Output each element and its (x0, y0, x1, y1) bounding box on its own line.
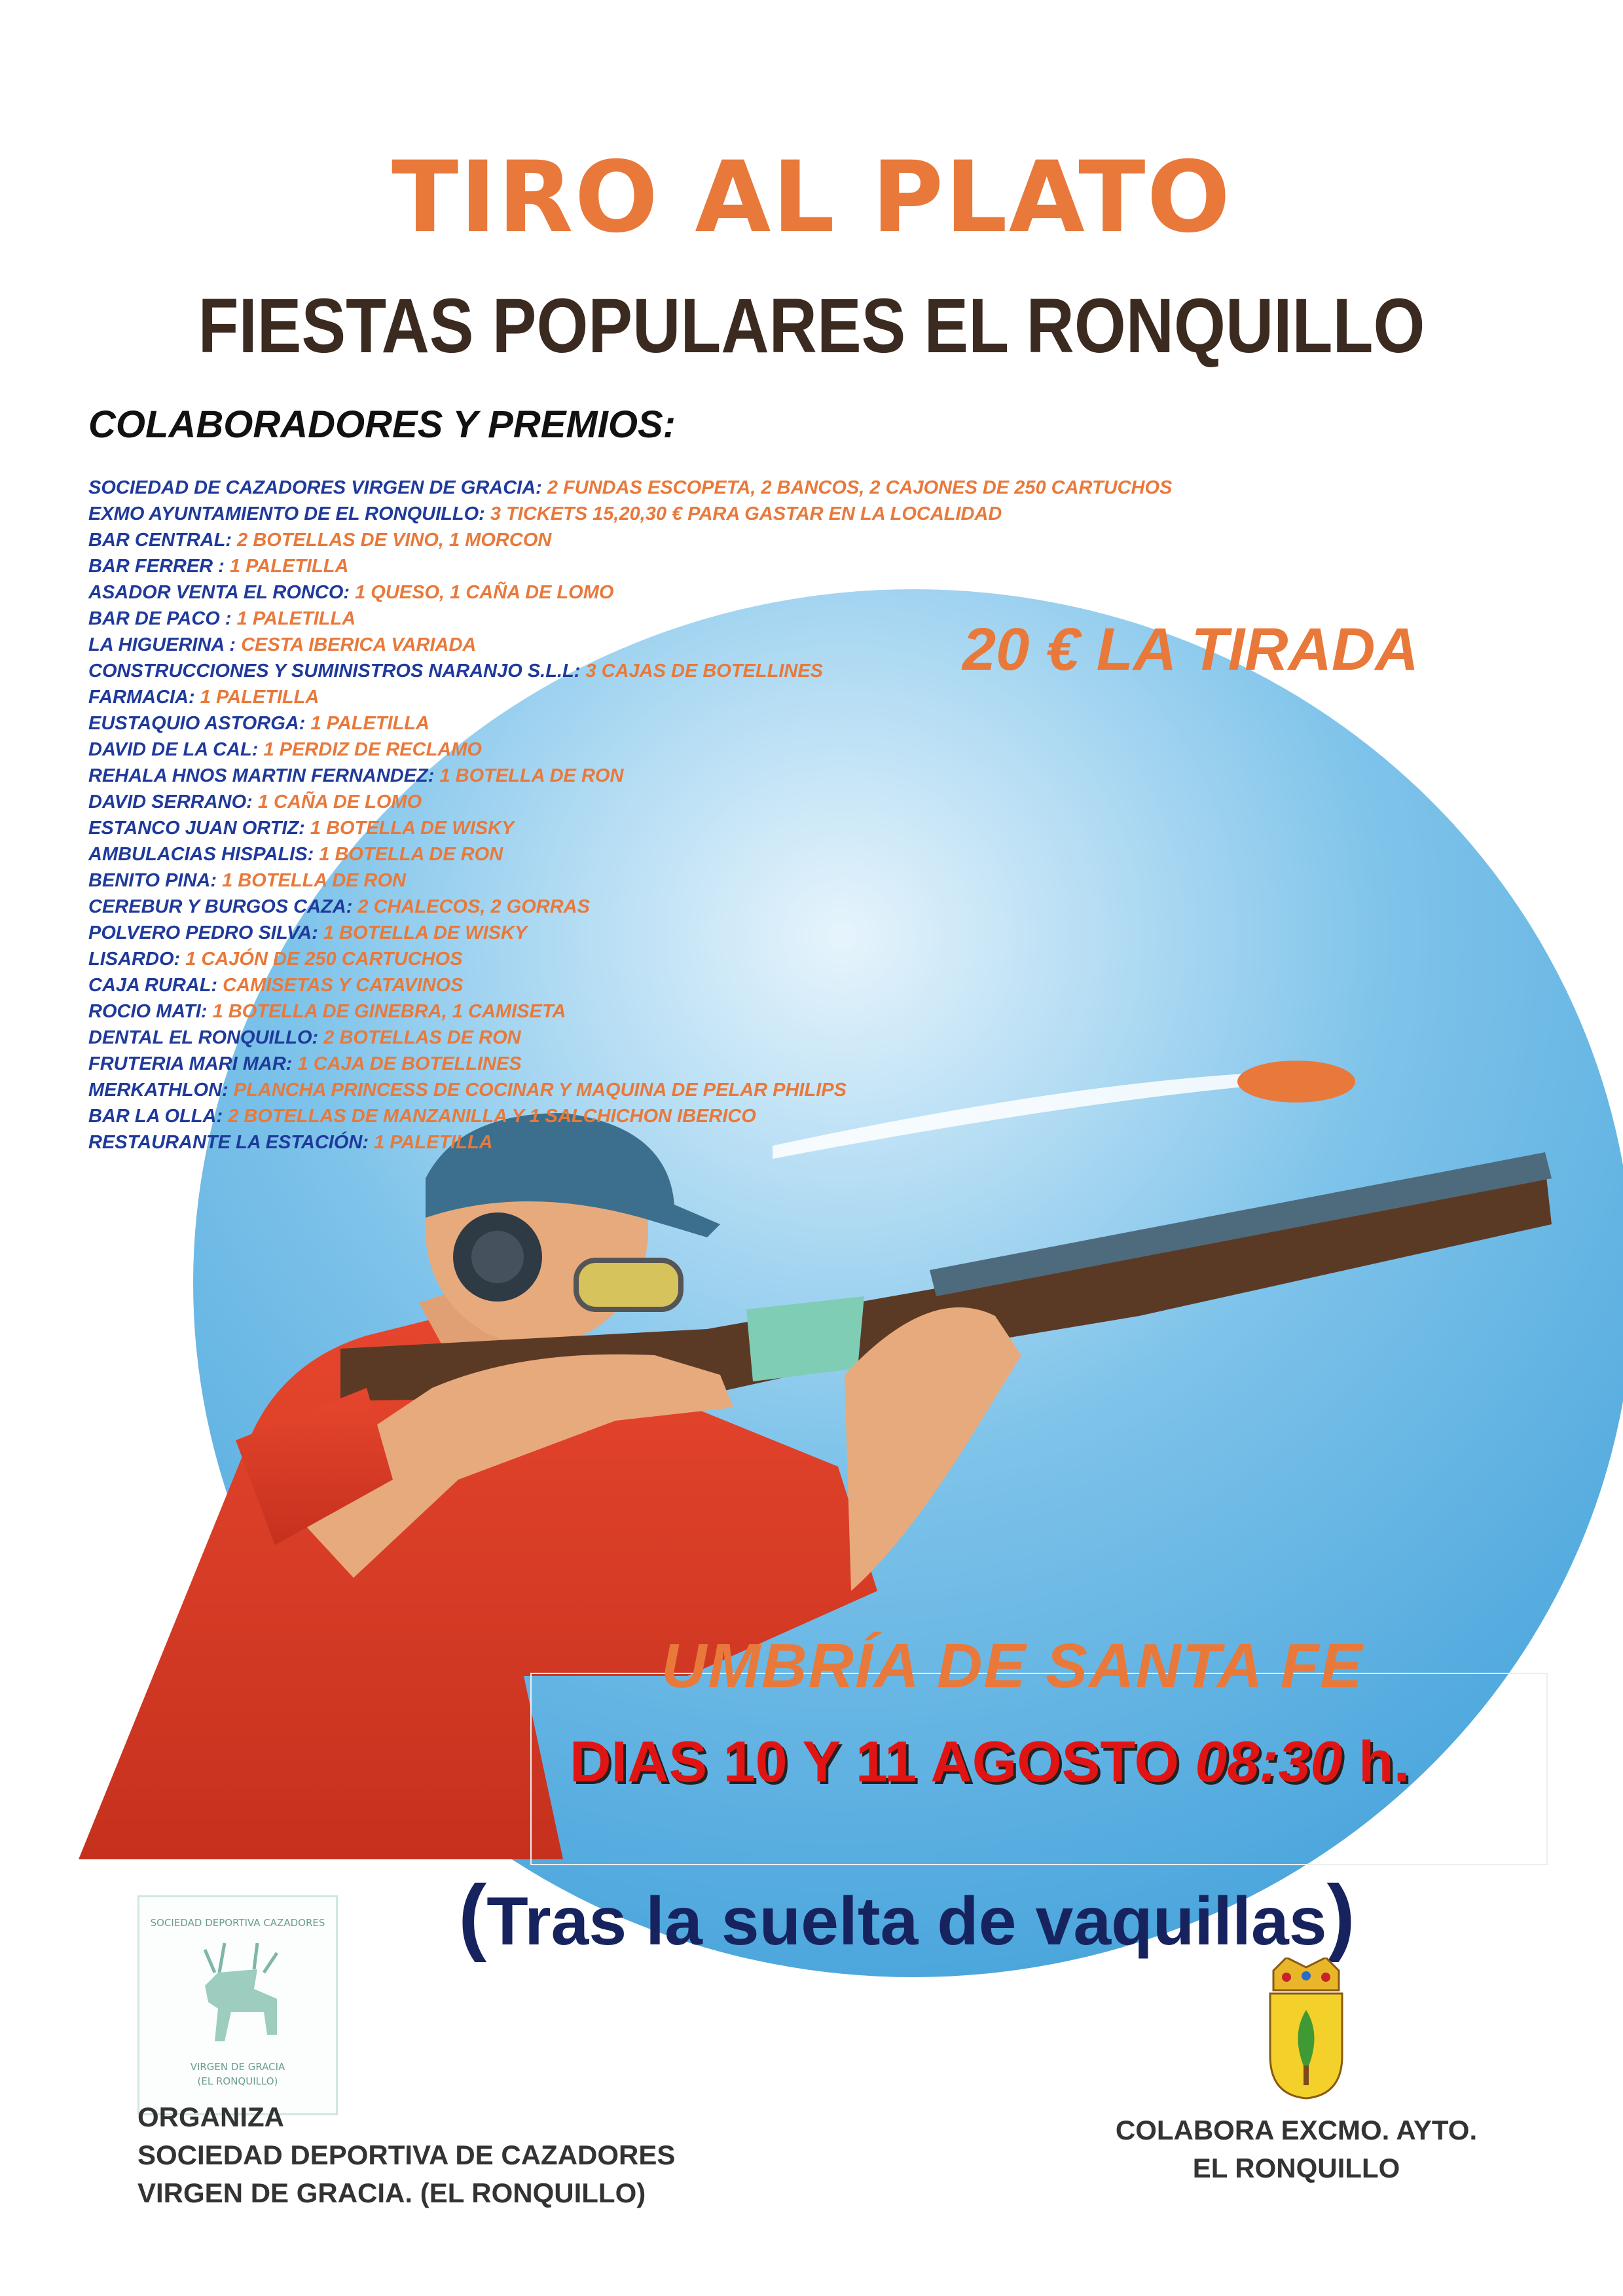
sponsor-name: LA HIGUERINA : (88, 634, 236, 655)
sponsor-prize: PLANCHA PRINCESS DE COCINAR Y MAQUINA DE PELAR PHILIPS (233, 1080, 847, 1101)
sponsor-name: BAR CENTRAL: (88, 530, 232, 551)
sponsor-name: DAVID DE LA CAL: (88, 739, 259, 760)
sponsor-prize: 1 PALETILLA (310, 713, 429, 734)
sponsor-item (88, 527, 1172, 553)
sponsor-prize: 1 PERDIZ DE RECLAMO (263, 739, 482, 760)
club-logo: SOCIEDAD DEPORTIVA CAZADORES VIRGEN DE GRACIA (EL RONQUILLO) (137, 1895, 338, 2115)
coat-of-arms-icon (1260, 1958, 1352, 2102)
sponsor-item (88, 684, 1172, 710)
sponsor-name: DENTAL EL RONQUILLO: (88, 1027, 319, 1048)
sponsor-item (88, 998, 1172, 1025)
sponsor-item (88, 1077, 1172, 1103)
sponsor-item (88, 475, 1172, 501)
sponsor-item (88, 1129, 1172, 1156)
sponsor-name: REHALA HNOS MARTIN FERNANDEZ: (88, 765, 435, 786)
sponsor-prize: 3 TICKETS 15,20,30 € PARA GASTAR EN LA LOCALIDAD (490, 503, 1002, 524)
sponsor-prize: 2 BOTELLAS DE RON (323, 1027, 521, 1048)
sponsor-name: FRUTERIA MARI MAR: (88, 1053, 293, 1074)
sponsor-name: BAR FERRER : (88, 556, 225, 577)
sponsor-name: SOCIEDAD DE CAZADORES VIRGEN DE GRACIA: (88, 477, 542, 498)
sponsor-name: RESTAURANTE LA ESTACIÓN: (88, 1132, 369, 1153)
club-logo-bottom-text: VIRGEN DE GRACIA (190, 2061, 285, 2073)
schedule-note: (Tras la suelta de vaquillas) (458, 1867, 1355, 1963)
sponsor-prize: 1 BOTELLA DE RON (319, 844, 503, 865)
sponsor-item (88, 501, 1172, 527)
sponsor-item (88, 1103, 1172, 1129)
goggles-icon (576, 1260, 681, 1309)
sponsor-prize: 1 BOTELLA DE RON (439, 765, 624, 786)
sponsor-name: MERKATHLON: (88, 1080, 228, 1101)
sponsor-prize: 2 BOTELLAS DE VINO, 1 MORCON (237, 530, 552, 551)
sponsor-name: CAJA RURAL: (88, 975, 218, 996)
collaborator-block (1087, 2111, 1506, 2187)
sponsor-item (88, 553, 1172, 579)
price-label: 20 € LA TIRADA (962, 616, 1419, 683)
sponsor-name: DAVID SERRANO: (88, 792, 253, 812)
sponsor-item (88, 841, 1172, 867)
sponsor-name: BAR DE PACO : (88, 608, 232, 629)
event-time-suffix: h. (1358, 1729, 1410, 1794)
event-days: DIAS 10 Y 11 AGOSTO (570, 1729, 1179, 1794)
sponsor-prize: 1 BOTELLA DE WISKY (310, 818, 515, 839)
sponsor-name: LISARDO: (88, 949, 181, 970)
sponsors-heading: COLABORADORES Y PREMIOS: (88, 403, 676, 446)
sponsor-prize: 1 PALETILLA (236, 608, 356, 629)
sponsor-name: AMBULACIAS HISPALIS: (88, 844, 314, 865)
sponsor-prize: 1 BOTELLA DE WISKY (323, 922, 528, 943)
sponsor-prize: CESTA IBERICA VARIADA (241, 634, 477, 655)
sponsor-prize: 2 FUNDAS ESCOPETA, 2 BANCOS, 2 CAJONES DE 250 CARTUCHOS (547, 477, 1173, 498)
sponsor-prize: 2 BOTELLAS DE MANZANILLA Y 1 SALCHICHON IBERICO (228, 1106, 756, 1127)
sponsor-item (88, 579, 1172, 606)
sponsor-name: CEREBUR Y BURGOS CAZA: (88, 896, 353, 917)
collaborator-name: EL RONQUILLO (1192, 2153, 1400, 2183)
collaborator-label: COLABORA EXCMO. AYTO. (1115, 2115, 1478, 2145)
sponsor-prize: CAMISETAS Y CATAVINOS (223, 975, 464, 996)
clay-pigeon-icon (1237, 1061, 1355, 1102)
club-logo-top-text: SOCIEDAD DEPORTIVA CAZADORES (150, 1917, 325, 1929)
sponsor-name: EUSTAQUIO ASTORGA: (88, 713, 306, 734)
sponsor-item (88, 1051, 1172, 1077)
organizer-name-2: VIRGEN DE GRACIA. (EL RONQUILLO) (137, 2178, 646, 2208)
sponsor-item (88, 867, 1172, 894)
sponsor-item (88, 763, 1172, 789)
sponsor-prize: 1 CAJA DE BOTELLINES (297, 1053, 522, 1074)
sponsor-item (88, 946, 1172, 972)
schedule-note-text: Tras la suelta de vaquillas (486, 1884, 1327, 1959)
sponsor-item (88, 815, 1172, 841)
sponsor-name: ROCIO MATI: (88, 1001, 208, 1022)
sponsor-name: EXMO AYUNTAMIENTO DE EL RONQUILLO: (88, 503, 485, 524)
sponsor-name: ESTANCO JUAN ORTIZ: (88, 818, 305, 839)
sponsor-item (88, 894, 1172, 920)
organizer-label: ORGANIZA (137, 2102, 284, 2132)
sponsor-name: BAR LA OLLA: (88, 1106, 223, 1127)
sponsor-name: BENITO PINA: (88, 870, 217, 891)
sponsor-item (88, 972, 1172, 998)
sponsor-item (88, 1025, 1172, 1051)
event-dates (570, 1728, 1410, 1795)
deer-icon (179, 1937, 297, 2054)
sponsor-name: ASADOR VENTA EL RONCO: (88, 582, 350, 603)
sponsor-item (88, 710, 1172, 737)
poster-title: TIRO AL PLATO (391, 141, 1232, 255)
sponsor-item (88, 920, 1172, 946)
sponsor-name: FARMACIA: (88, 687, 195, 708)
sponsor-prize: 1 BOTELLA DE RON (222, 870, 406, 891)
sponsor-prize: 1 PALETILLA (374, 1132, 493, 1153)
sponsor-prize: 1 BOTELLA DE GINEBRA, 1 CAMISETA (212, 1001, 566, 1022)
sponsor-name: CONSTRUCCIONES Y SUMINISTROS NARANJO S.L.L: (88, 661, 581, 682)
sponsor-prize: 1 CAÑA DE LOMO (257, 792, 422, 812)
sponsor-prize: 1 QUESO, 1 CAÑA DE LOMO (355, 582, 614, 603)
event-time: 08:30 (1195, 1729, 1343, 1794)
sponsor-list (88, 475, 1172, 1156)
sponsor-prize: 3 CAJAS DE BOTELLINES (585, 661, 824, 682)
location-label: UMBRÍA DE SANTA FE (661, 1631, 1364, 1701)
organizer-block (137, 2098, 675, 2212)
sponsor-item (88, 789, 1172, 815)
sponsor-prize: 1 PALETILLA (229, 556, 349, 577)
sponsor-item (88, 737, 1172, 763)
organizer-name: SOCIEDAD DEPORTIVA DE CAZADORES (137, 2140, 676, 2170)
sponsor-prize: 2 CHALECOS, 2 GORRAS (357, 896, 590, 917)
sponsor-prize: 1 PALETILLA (200, 687, 319, 708)
sponsor-prize: 1 CAJÓN DE 250 CARTUCHOS (185, 949, 463, 970)
poster-subtitle: FIESTAS POPULARES EL RONQUILLO (198, 283, 1425, 369)
sponsor-name: POLVERO PEDRO SILVA: (88, 922, 318, 943)
